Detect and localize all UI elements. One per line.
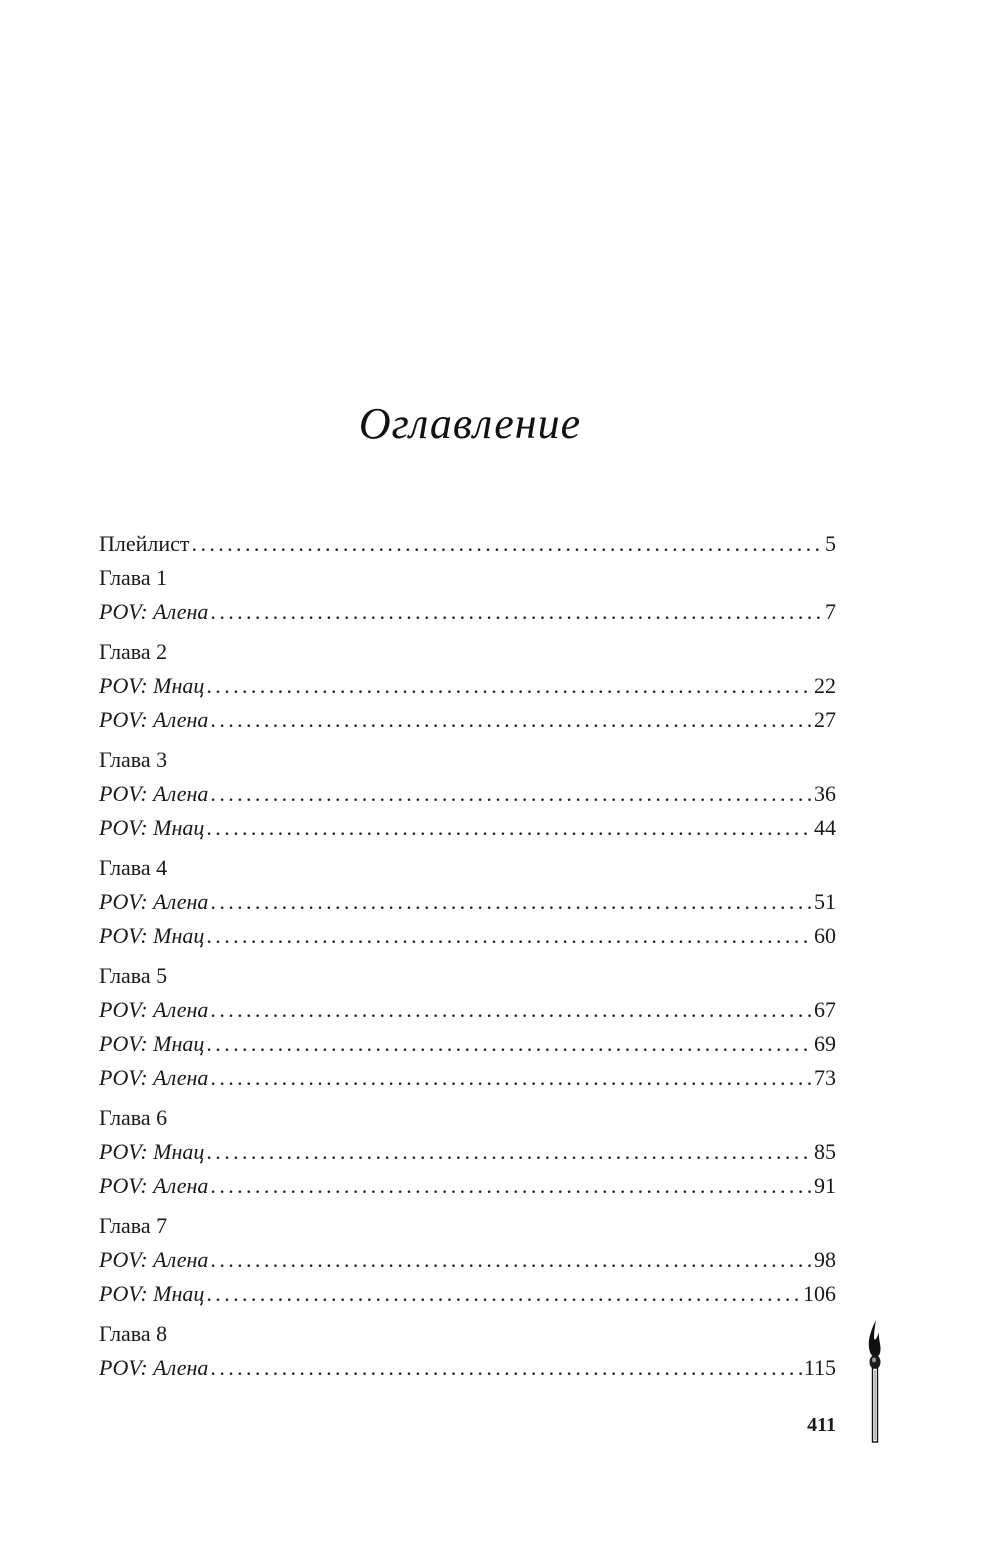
toc-entry-page: 98 (814, 1247, 836, 1272)
dot-leader (210, 1169, 812, 1203)
dot-leader (206, 1027, 812, 1061)
toc-entry-page: 69 (814, 1031, 836, 1056)
dot-leader (206, 919, 812, 953)
toc-entry-page: 85 (814, 1139, 836, 1164)
dot-leader (206, 1277, 801, 1311)
toc-entry-label: POV: Мнац (99, 1139, 205, 1164)
dot-leader (210, 1061, 812, 1095)
toc-entry-label: POV: Мнац (99, 673, 205, 698)
toc-entry[interactable] (99, 811, 836, 845)
dot-leader (210, 595, 823, 629)
chapter-title[interactable]: Глава 2 (99, 639, 168, 664)
dot-leader (210, 1351, 801, 1385)
toc-entry[interactable] (99, 1027, 836, 1061)
chapter-title[interactable]: Глава 4 (99, 855, 168, 880)
dot-leader (210, 993, 812, 1027)
toc-entry-label: POV: Алена (99, 707, 209, 732)
dot-leader (206, 811, 812, 845)
dot-leader (210, 777, 812, 811)
toc-entry[interactable] (99, 1169, 836, 1203)
toc-entry-label: POV: Алена (99, 1065, 209, 1090)
toc-entry-label: Плейлист (99, 531, 190, 556)
toc-entry-page: 60 (814, 923, 836, 948)
chapter-group-6 (99, 1101, 836, 1203)
chapter-group-7 (99, 1209, 836, 1311)
toc-entry-label: POV: Алена (99, 781, 209, 806)
toc-entry-page: 73 (814, 1065, 836, 1090)
toc-entry[interactable] (99, 993, 836, 1027)
toc-entry-label: POV: Мнац (99, 815, 205, 840)
chapter-title[interactable]: Глава 8 (99, 1321, 168, 1346)
toc-entry-page: 36 (814, 781, 836, 806)
toc-entry-page: 67 (814, 997, 836, 1022)
toc-entry[interactable] (99, 1061, 836, 1095)
dot-leader (210, 1243, 812, 1277)
toc-entry[interactable] (99, 669, 836, 703)
toc-entry-label: POV: Мнац (99, 923, 205, 948)
chapter-group-3 (99, 743, 836, 845)
chapter-group-1 (99, 561, 836, 629)
toc-entry-page: 44 (814, 815, 836, 840)
dot-leader (206, 669, 812, 703)
dot-leader (210, 703, 812, 737)
chapter-title[interactable]: Глава 5 (99, 963, 168, 988)
toc-entry-page: 5 (825, 531, 836, 556)
toc-entry-playlist[interactable] (99, 527, 836, 561)
chapter-group-8 (99, 1317, 836, 1385)
chapter-title[interactable]: Глава 1 (99, 565, 168, 590)
toc-entry-label: POV: Алена (99, 1173, 209, 1198)
dot-leader (210, 885, 812, 919)
dot-leader (206, 1135, 812, 1169)
toc-entry-label: POV: Алена (99, 997, 209, 1022)
toc-entry-label: POV: Алена (99, 889, 209, 914)
toc-entry[interactable] (99, 777, 836, 811)
chapter-group-4 (99, 851, 836, 953)
page-title: Оглавление (358, 399, 582, 448)
toc-entry-page: 91 (814, 1173, 836, 1198)
toc-entry-label: POV: Мнац (99, 1281, 205, 1306)
burning-match-icon (862, 1318, 888, 1446)
toc-entry-page: 115 (803, 1355, 836, 1380)
toc-entry[interactable] (99, 1277, 836, 1311)
toc-entry-label: POV: Мнац (99, 1031, 205, 1056)
toc-entry[interactable] (99, 1243, 836, 1277)
toc-entry-page: 22 (814, 673, 836, 698)
dot-leader (192, 527, 823, 561)
page-number: 411 (807, 1414, 836, 1436)
toc-entry-page: 7 (825, 599, 836, 624)
toc-entry-page: 51 (814, 889, 836, 914)
toc-entry[interactable] (99, 703, 836, 737)
chapter-title[interactable]: Глава 6 (99, 1105, 168, 1130)
toc-entry[interactable] (99, 595, 836, 629)
toc-entry-label: POV: Алена (99, 599, 209, 624)
toc-entry[interactable] (99, 1135, 836, 1169)
table-of-contents (99, 527, 836, 1391)
toc-entry[interactable] (99, 919, 836, 953)
toc-entry-page: 106 (803, 1281, 836, 1306)
chapter-title[interactable]: Глава 3 (99, 747, 168, 772)
toc-entry-label: POV: Алена (99, 1247, 209, 1272)
toc-entry-label: POV: Алена (99, 1355, 209, 1380)
toc-entry[interactable] (99, 885, 836, 919)
toc-entry-page: 27 (814, 707, 836, 732)
chapter-group-5 (99, 959, 836, 1095)
chapter-title[interactable]: Глава 7 (99, 1213, 168, 1238)
toc-entry[interactable] (99, 1351, 836, 1385)
chapter-group-2 (99, 635, 836, 737)
